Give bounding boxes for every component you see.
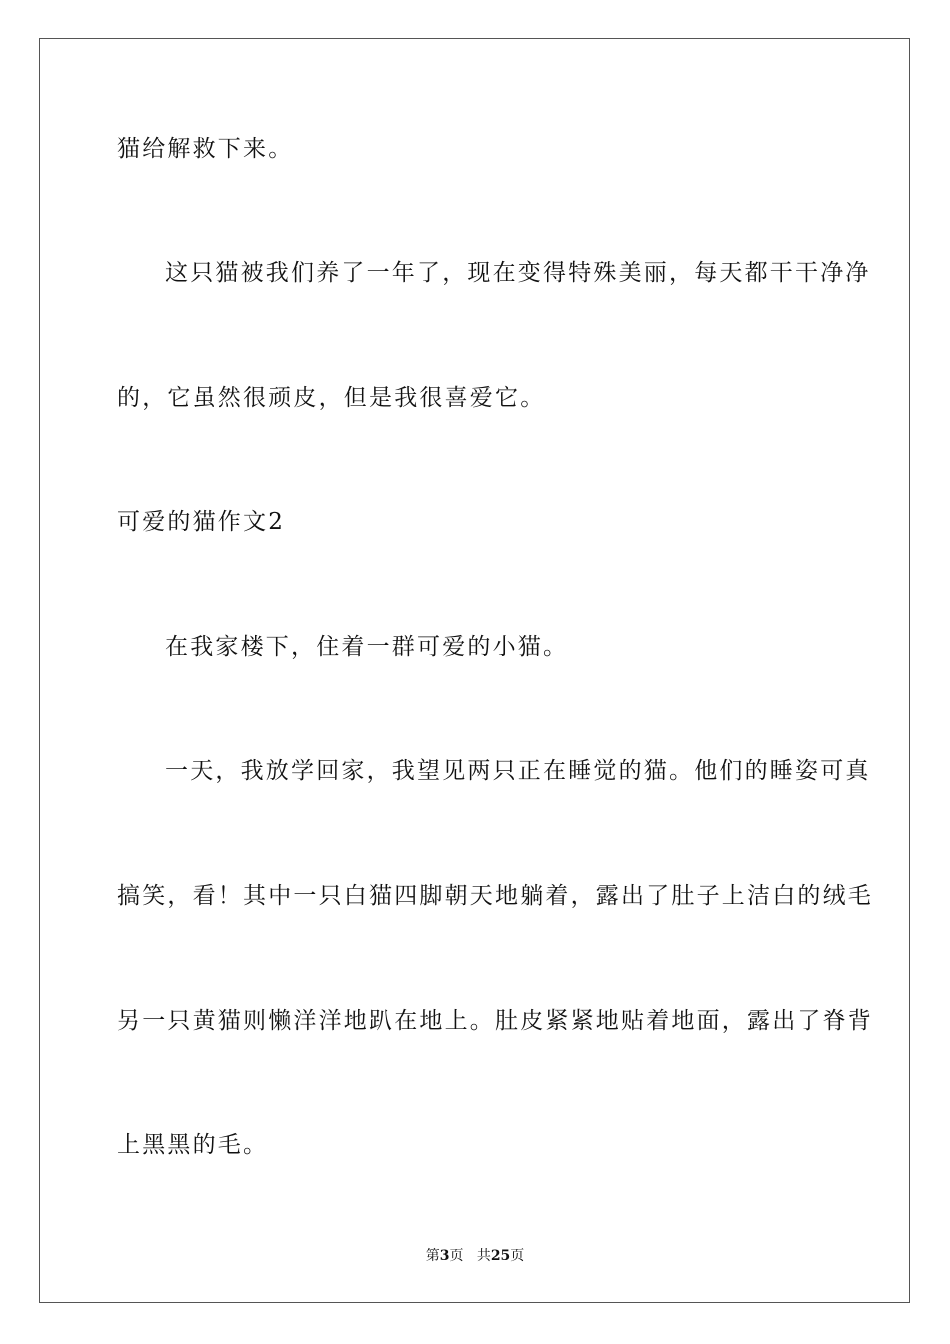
section-heading: 可爱的猫作文2 [117,509,286,535]
footer-page-suffix: 页 [449,1248,464,1264]
text-line-3: 的，它虽然很顽皮，但是我很喜爱它。 [117,385,546,411]
page-footer [0,1247,950,1265]
footer-prefix: 第 [425,1248,440,1264]
footer-page-number: 3 [439,1248,450,1264]
text-line-1: 猫给解救下来。 [117,136,294,162]
text-line-9: 上黑黑的毛。 [117,1132,269,1158]
text-line-6: 一天，我放学回家，我望见两只正在睡觉的猫。他们的睡姿可真 [165,758,871,784]
text-line-8: 另一只黄猫则懒洋洋地趴在地上。肚皮紧紧地贴着地面，露出了脊背 [117,1008,873,1034]
footer-total-suffix: 页 [510,1248,525,1264]
text-line-5: 在我家楼下，住着一群可爱的小猫。 [165,634,569,660]
text-line-2: 这只猫被我们养了一年了，现在变得特殊美丽，每天都干干净净 [165,260,871,286]
text-line-7: 搞笑，看！其中一只白猫四脚朝天地躺着，露出了肚子上洁白的绒毛 [117,883,873,909]
page-frame [39,38,910,1303]
footer-total-pages: 25 [490,1248,511,1264]
footer-total-prefix: 共 [476,1248,491,1264]
